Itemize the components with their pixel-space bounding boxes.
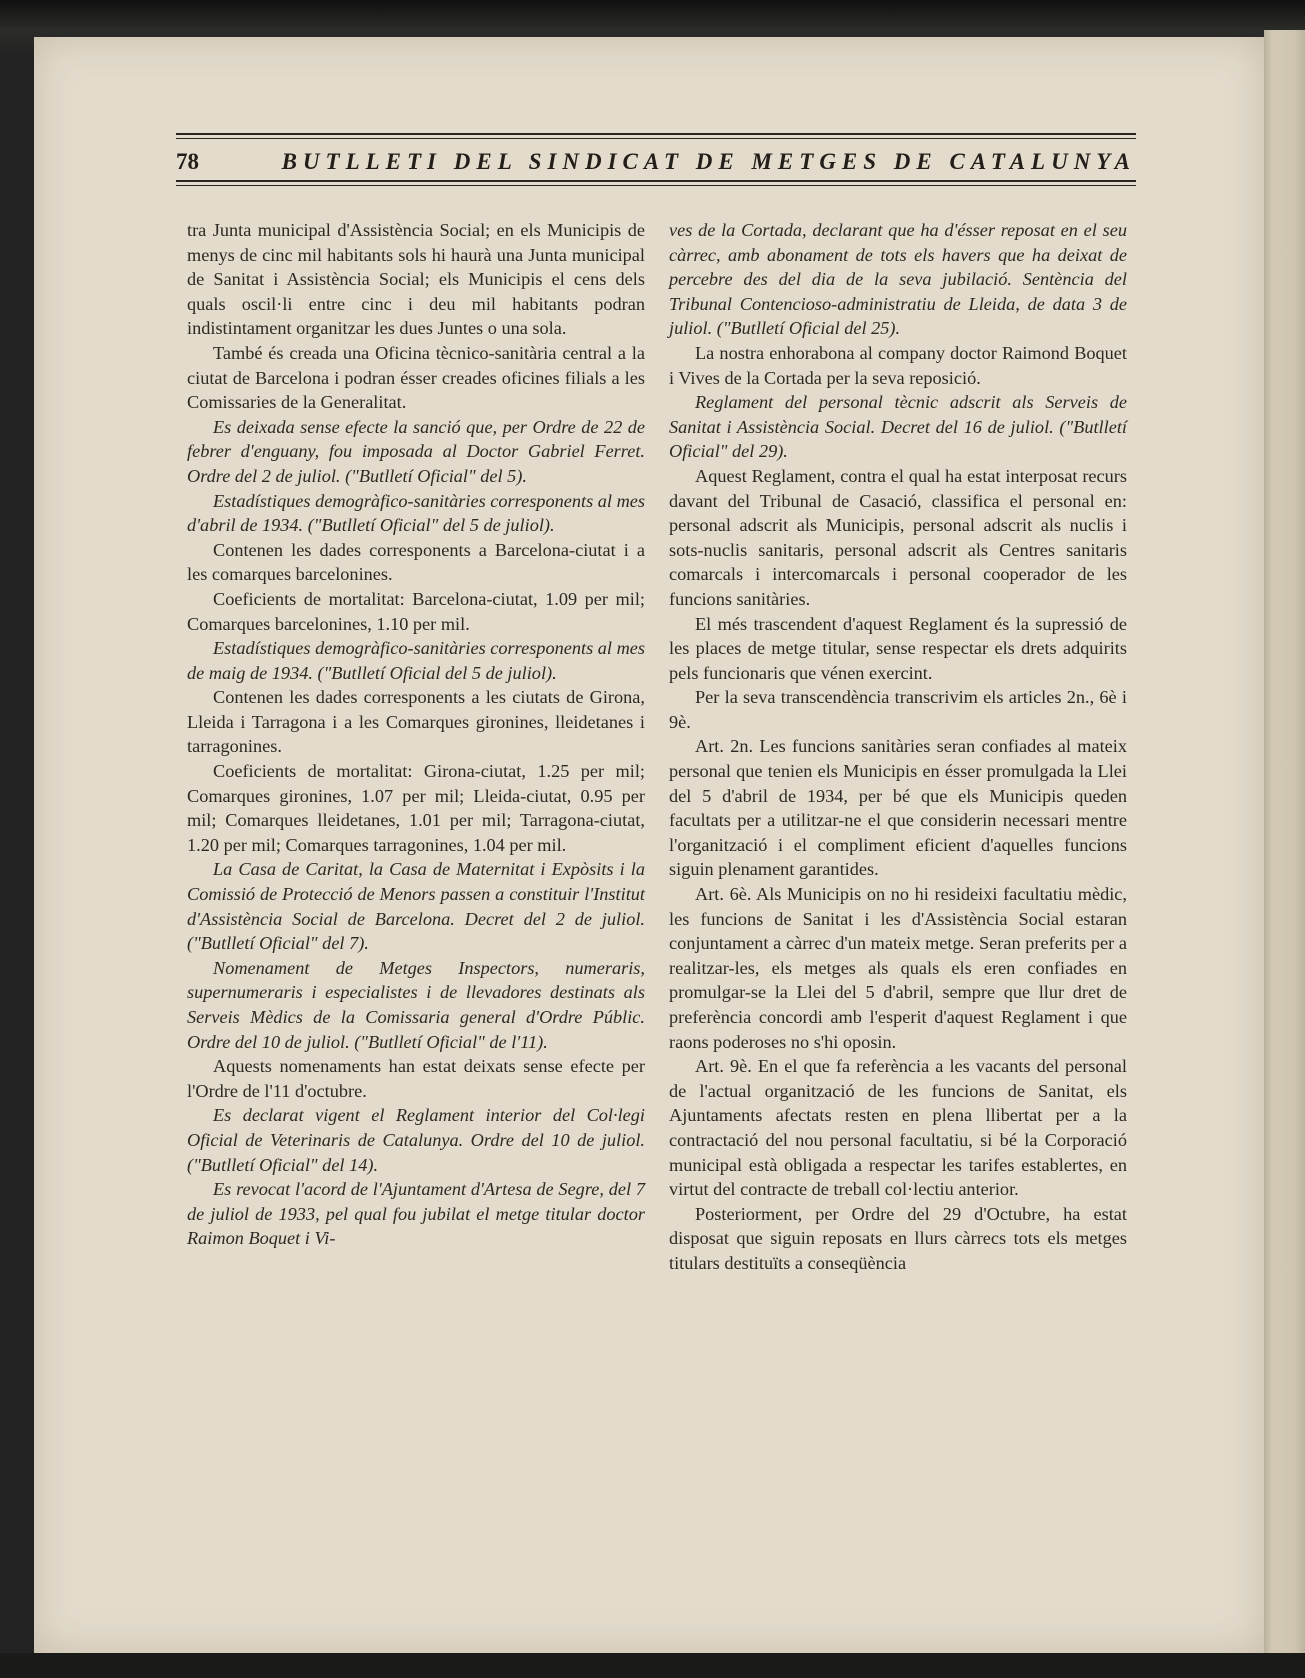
paragraph: Aquests nomenaments han estat deixats sense efecte per l'Ordre de l'11 d'octubre. <box>187 1056 645 1101</box>
paragraph: La Casa de Caritat, la Casa de Maternitat i Expòsits i la Comissió de Protecció de Menors passen a constituir l'Institut d'Assistència Social de Barcelona. Decret del 2 de juliol. ("Butlletí Oficial" del 7). <box>187 859 645 954</box>
paragraph: Es revocat l'acord de l'Ajuntament d'Artesa de Segre, del 7 de juliol de 1933, pel qual fou jubilat el metge titular doctor Raimon Boquet i Vi- <box>187 1179 645 1249</box>
paragraph: La nostra enhorabona al company doctor Raimond Boquet i Vives de la Cortada per la seva reposició. <box>669 342 1127 388</box>
paragraph: Art. 9è. En el que fa referència a les vacants del personal de l'actual organització de les funcions de Sanitat, els Ajuntaments afectats resten en plena llibertat per a la contractació del nou personal facultatiu, si bé la Corporació municipal està obligada a respectar les tarifes establertes, en virtut del contracte de treball col·lectiu anterior. <box>669 1056 1127 1200</box>
paragraph: Art. 6è. Als Municipis on no hi resideixi facultatiu mèdic, les funcions de Sanitat i les d'Assistència Social estaran conjuntament a càrrec d'un mateix metge. Seran preferits per a realitzar-les, els metges als quals els eren confiades en promulgar-se la Llei del 5 d'abril, sempre que llur dret de preferència concordi amb l'esperit d'aquest Reglament i que raons poderoses no s'hi oposin. <box>669 884 1127 1052</box>
left-column <box>187 218 645 1251</box>
paragraph: tra Junta municipal d'Assistència Social; en els Municipis de menys de cinc mil habitants sols hi haurà una Junta municipal de Sanitat i Assistència Social; els Municipis el cens dels quals oscil·li entre cinc i deu mil habitants podran indistintament organitzar les dues Juntes o una sola. <box>187 220 645 339</box>
paragraph: Nomenament de Metges Inspectors, numeraris, supernumeraris i especialistes i de llevadores destinats als Serveis Mèdics de la Comissaria general d'Ordre Públic. Ordre del 10 de juliol. ("Butlletí Oficial" de l'11). <box>187 957 645 1052</box>
paragraph: Es declarat vigent el Reglament interior del Col·legi Oficial de Veterinaris de Catalunya. Ordre del 10 de juliol. ("Butlletí Oficial" del 14). <box>187 1105 645 1175</box>
scan-bottom-border <box>0 1653 1305 1678</box>
running-header <box>176 142 1136 182</box>
paragraph: Coeficients de mortalitat: Girona-ciutat, 1.25 per mil; Comarques gironines, 1.07 per mil; Lleida-ciutat, 0.95 per mil; Comarques lleidetanes, 1.01 per mil; Tarragona-ciutat, 1.20 per mil; Comarques tarragonines, 1.04 per mil. <box>187 761 645 855</box>
running-title: BUTLLETI DEL SINDICAT DE METGES DE CATALUNYA <box>281 149 1136 174</box>
paragraph: També és creada una Oficina tècnico-sanitària central a la ciutat de Barcelona i podran ésser creades oficines filials a les Comissaries de la Generalitat. <box>187 342 645 413</box>
paragraph: Per la seva transcendència transcrivim els articles 2n., 6è i 9è. <box>669 687 1127 732</box>
paragraph: Estadístiques demogràfico-sanitàries corresponents al mes d'abril de 1934. ("Butlletí Oficial" del 5 de juliol). <box>187 490 645 536</box>
header-rule-bottom-thin <box>176 185 1136 186</box>
paragraph: Contenen les dades corresponents a les ciutats de Girona, Lleida i Tarragona i a les Comarques gironines, lleidetanes i tarragonines. <box>187 687 645 757</box>
page-number: 78 <box>176 149 199 174</box>
adjacent-page-edge <box>1264 30 1305 1678</box>
paragraph: Reglament del personal tècnic adscrit als Serveis de Sanitat i Assistència Social. Decret del 16 de juliol. ("Butlletí Oficial" del 29). <box>669 392 1127 462</box>
paragraph: Aquest Reglament, contra el qual ha estat interposat recurs davant del Tribunal de Casació, classifica el personal en: personal adscrit als Municipis, personal adscrit als nuclis i sots-nuclis sanitaris, personal adscrit als Centres sanitaris comarcals i intercomarcals i personal cooperador de les funcions sanitàries. <box>669 465 1127 609</box>
paragraph: Contenen les dades corresponents a Barcelona-ciutat i a les comarques barcelonines. <box>187 539 645 585</box>
paragraph: Estadístiques demogràfico-sanitàries corresponents al mes de maig de 1934. ("Butlletí Oficial del 5 de juliol). <box>187 638 645 683</box>
header-rule-bottom <box>176 180 1136 182</box>
right-column <box>669 218 1127 1276</box>
paragraph: Es deixada sense efecte la sanció que, per Ordre de 22 de febrer d'enguany, fou imposada al Doctor Gabriel Ferret. Ordre del 2 de juliol. ("Butlletí Oficial" del 5). <box>187 416 645 486</box>
paragraph: Posteriorment, per Ordre del 29 d'Octubre, ha estat disposat que siguin reposats en llurs càrrecs tots els metges titulars destituïts a conseqüència <box>669 1203 1127 1273</box>
paragraph: ves de la Cortada, declarant que ha d'ésser reposat en el seu càrrec, amb abonament de tots els havers que ha deixat de percebre des del dia de la seva jubilació. Sentència del Tribunal Contencioso-administratiu de Lleida, de data 3 de juliol. ("Butlletí Oficial del 25). <box>669 220 1127 339</box>
header-rule-top-thin <box>176 138 1136 139</box>
paragraph: Art. 2n. Les funcions sanitàries seran confiades al mateix personal que tenien els Municipis en ésser promulgada la Llei del 5 d'abril de 1934, per bé que els Municipis queden facultats per a utilitzar-ne el que considerin necessari mentre l'organització i el compliment eficient d'aquelles funcions siguin plenament garantides. <box>669 736 1127 880</box>
paragraph: Coeficients de mortalitat: Barcelona-ciutat, 1.09 per mil; Comarques barcelonines, 1.10 per mil. <box>187 588 645 634</box>
header-rule-top <box>176 133 1136 135</box>
paragraph: El més trascendent d'aquest Reglament és la supressió de les places de metge titular, sense respectar els drets adquirits pels funcionaris que vénen exercint. <box>669 613 1127 683</box>
